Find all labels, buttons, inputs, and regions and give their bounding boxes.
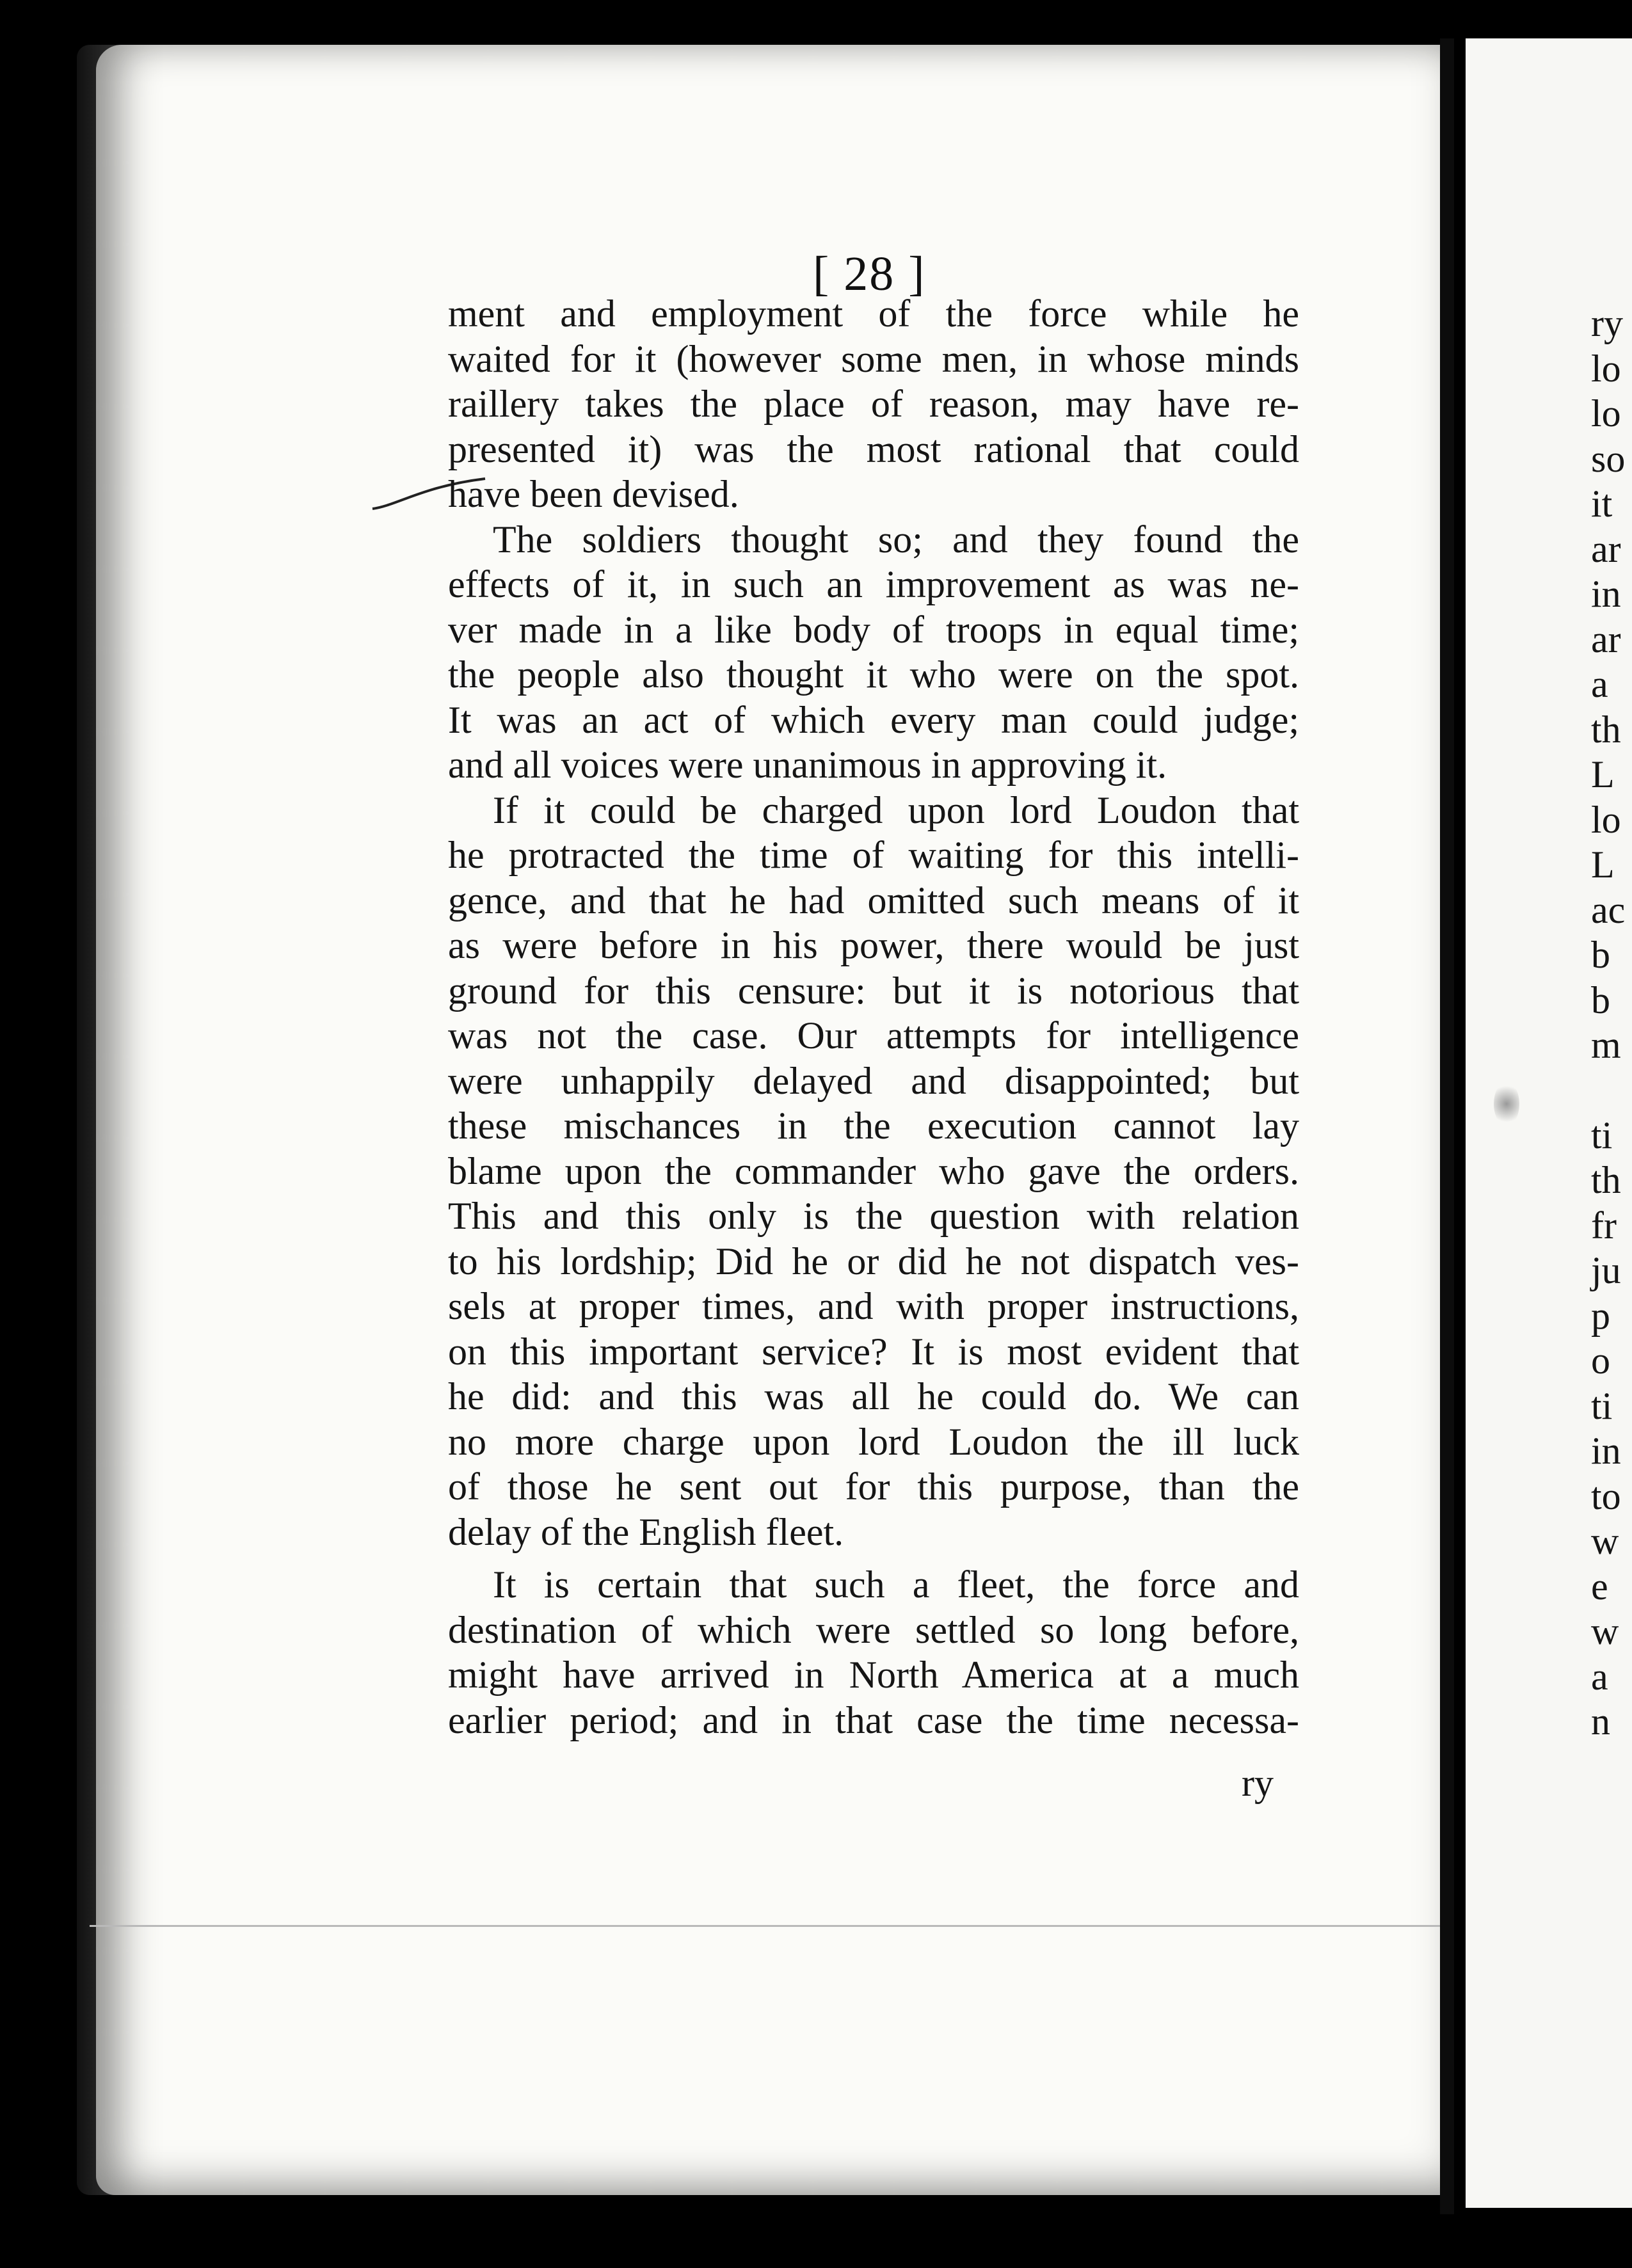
text-line: destination of which were settled so long before,: [448, 1608, 1299, 1651]
text-line: to his lordship; Did he or did he not dispatch ves-: [448, 1240, 1299, 1282]
facing-page-line-fragment: ar: [1591, 618, 1621, 660]
text-line: delay of the English fleet.: [448, 1510, 844, 1553]
facing-page-line-fragment: lo: [1591, 347, 1621, 390]
text-line: earlier period; and in that case the time necessa-: [448, 1698, 1299, 1741]
facing-page-line-fragment: th: [1591, 708, 1621, 751]
text-line: The soldiers thought so; and they found the: [493, 518, 1299, 561]
facing-page-line-fragment: lo: [1591, 392, 1621, 435]
facing-page-line-fragment: ac: [1591, 888, 1626, 931]
text-line: were unhappily delayed and disappointed; but: [448, 1059, 1299, 1102]
facing-page-line-fragment: ti: [1591, 1114, 1613, 1156]
facing-page-line-fragment: L: [1591, 753, 1615, 795]
facing-page-line-fragment: w: [1591, 1520, 1619, 1562]
facing-page-line-fragment: fr: [1591, 1204, 1617, 1247]
page-gutter: [1440, 38, 1454, 2214]
text-line: the people also thought it who were on the spot.: [448, 653, 1299, 696]
facing-page-line-fragment: in: [1591, 573, 1621, 615]
facing-page-line-fragment: e: [1591, 1565, 1608, 1608]
text-line: might have arrived in North America at a much: [448, 1654, 1299, 1696]
facing-page-line-fragment: in: [1591, 1430, 1621, 1472]
facing-page-line-fragment: n: [1591, 1700, 1610, 1743]
text-line: effects of it, in such an improvement as was ne-: [448, 563, 1299, 605]
facing-page-line-fragment: p: [1591, 1294, 1610, 1337]
facing-page-line-fragment: o: [1591, 1339, 1610, 1382]
text-line: It was an act of which every man could judge;: [448, 698, 1299, 741]
text-line: raillery takes the place of reason, may have re-: [448, 383, 1299, 425]
text-line: This and this only is the question with relation: [448, 1195, 1299, 1237]
text-line: ment and employment of the force while he: [448, 292, 1299, 335]
text-line: have been devised.: [448, 473, 739, 515]
text-line: of those he sent out for this purpose, than the: [448, 1465, 1299, 1508]
facing-page-line-fragment: L: [1591, 843, 1615, 886]
text-line: he did: and this was all he could do. We can: [448, 1375, 1299, 1418]
body-text: [448, 291, 1299, 1743]
facing-page-line-fragment: ju: [1591, 1249, 1621, 1291]
scanner-line: [90, 1925, 1440, 1927]
text-line: blame upon the commander who gave the orders.: [448, 1149, 1299, 1192]
facing-page-line-fragment: b: [1591, 934, 1610, 976]
text-line: sels at proper times, and with proper instructions,: [448, 1285, 1299, 1327]
text-line: he protracted the time of waiting for this intelli-: [448, 834, 1299, 876]
facing-page-line-fragment: lo: [1591, 798, 1621, 841]
text-line: these mischances in the execution cannot lay: [448, 1105, 1299, 1147]
page-number: [ 28 ]: [813, 247, 926, 301]
text-line: It is certain that such a fleet, the force and: [493, 1563, 1299, 1606]
facing-page-line-fragment: th: [1591, 1159, 1621, 1201]
text-line: was not the case. Our attempts for intelligence: [448, 1014, 1299, 1057]
text-line: waited for it (however some men, in whose minds: [448, 337, 1299, 380]
facing-page-line-fragment: to: [1591, 1474, 1621, 1517]
facing-page-line-fragment: m: [1591, 1024, 1621, 1066]
text-line: If it could be charged upon lord Loudon that: [493, 788, 1299, 831]
facing-page-line-fragment: w: [1591, 1610, 1619, 1652]
facing-page-line-fragment: ry: [1591, 302, 1623, 344]
facing-page-line-fragment: a: [1591, 663, 1608, 705]
facing-page-line-fragment: a: [1591, 1655, 1608, 1698]
text-line: presented it) was the most rational that could: [448, 427, 1299, 470]
catchword: ry: [1242, 1762, 1274, 1804]
text-line: ground for this censure: but it is notorious that: [448, 969, 1299, 1012]
text-line: as were before in his power, there would be just: [448, 924, 1299, 966]
facing-page-line-fragment: b: [1591, 978, 1610, 1021]
facing-page-line-fragment: ar: [1591, 527, 1621, 570]
text-line: on this important service? It is most evident that: [448, 1330, 1299, 1373]
text-line: gence, and that he had omitted such means of it: [448, 879, 1299, 922]
ink-blot: [1494, 1082, 1519, 1126]
facing-page-line-fragment: it: [1591, 483, 1613, 525]
facing-page-line-fragment: ti: [1591, 1384, 1613, 1427]
facing-page-line-fragment: so: [1591, 437, 1626, 480]
text-line: no more charge upon lord Loudon the ill luck: [448, 1420, 1299, 1463]
text-line: and all voices were unanimous in approving it.: [448, 744, 1167, 786]
text-line: ver made in a like body of troops in equal time;: [448, 608, 1299, 651]
facing-page-text-fragment: [1591, 301, 1629, 1745]
